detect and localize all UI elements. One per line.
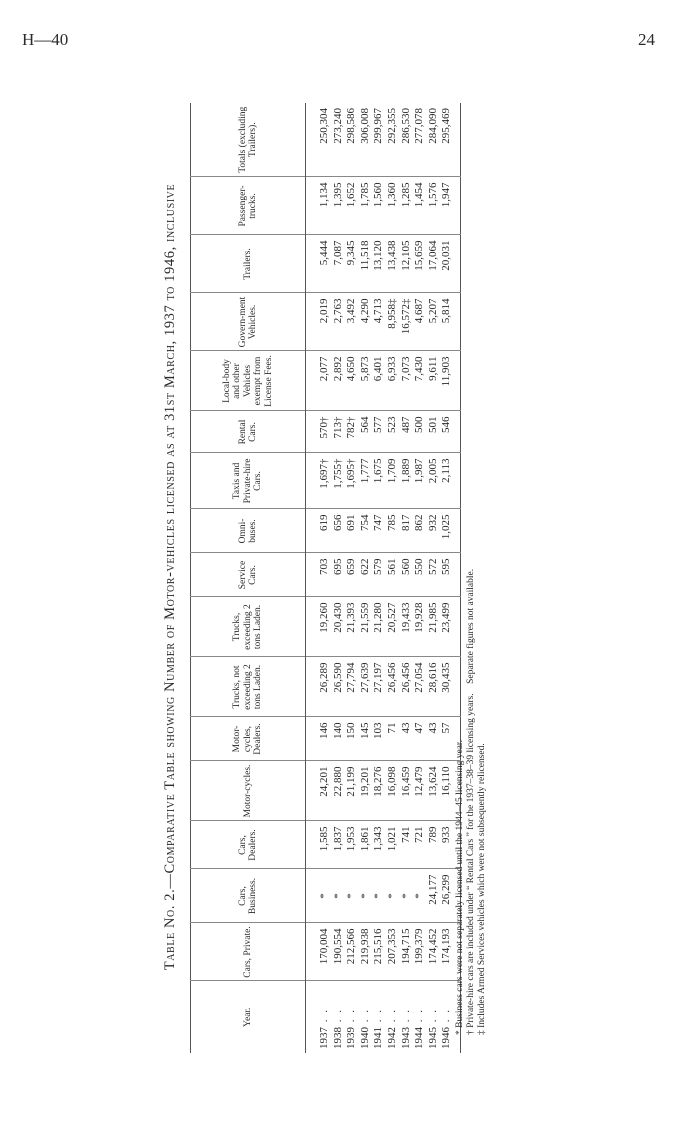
table-cell: 146 [306, 717, 332, 761]
year-cell [386, 981, 400, 1053]
table-cell: 1,987 [413, 453, 427, 509]
table-cell: 572 [427, 553, 441, 597]
table-cell: 26,590 [332, 657, 346, 717]
table-cell: 18,276 [372, 761, 386, 821]
table-cell: 785 [386, 509, 400, 553]
table-cell: * [413, 869, 427, 923]
table-cell: 932 [427, 509, 441, 553]
table-cell: 2,113 [440, 453, 460, 509]
table-cell: 21,280 [372, 597, 386, 657]
table-cell: 27,794 [345, 657, 359, 717]
table-cell: 22,880 [332, 761, 346, 821]
table-cell: 546 [440, 411, 460, 453]
table-cell: 1,889 [400, 453, 414, 509]
table-title-text: —Comparative Table showing Number of Motor-vehicles licensed as at 31st March, 1937 to 1946, inclusive [162, 183, 178, 889]
column-header: Rental Cars. [191, 411, 306, 453]
table-row [386, 103, 400, 1053]
table-cell: 21,985 [427, 597, 441, 657]
table-cell: 5,207 [427, 293, 441, 351]
table-cell: 691 [345, 509, 359, 553]
table-cell: 27,054 [413, 657, 427, 717]
table-cell: 7,430 [413, 351, 427, 411]
table-cell: 284,090 [427, 103, 441, 177]
table-cell: 19,201 [359, 761, 373, 821]
table-title [162, 97, 179, 1057]
table-cell: 150 [345, 717, 359, 761]
column-header: Trailers. [191, 235, 306, 293]
table-cell: 550 [413, 553, 427, 597]
year-cell [372, 981, 386, 1053]
table-cell: 21,559 [359, 597, 373, 657]
year-value: 1945 [426, 1027, 439, 1049]
table-cell: 71 [386, 717, 400, 761]
table-cell: 933 [440, 821, 460, 869]
table-cell: 1,560 [372, 177, 386, 235]
table-row [332, 103, 346, 1053]
year-value: 1940 [358, 1027, 371, 1049]
table-cell: 1,755† [332, 453, 346, 509]
column-header: Totals (excluding Trailers). [191, 103, 306, 177]
table-cell: 212,566 [345, 923, 359, 981]
table-cell: 43 [427, 717, 441, 761]
table-cell: 7,073 [400, 351, 414, 411]
column-header: Govern-ment Vehicles. [191, 293, 306, 351]
table-cell: 6,933 [386, 351, 400, 411]
table-cell: 1,343 [372, 821, 386, 869]
table-cell: 1,454 [413, 177, 427, 235]
table-row [306, 103, 332, 1053]
table-cell: 20,031 [440, 235, 460, 293]
table-cell: * [400, 869, 414, 923]
column-header: Service Cars. [191, 553, 306, 597]
table-cell: 1,576 [427, 177, 441, 235]
table-cell: 1,360 [386, 177, 400, 235]
page-code: H—40 [22, 30, 69, 49]
table-cell: 754 [359, 509, 373, 553]
table-cell: 306,008 [359, 103, 373, 177]
table-cell: 500 [413, 411, 427, 453]
table-cell: 741 [400, 821, 414, 869]
year-value: 1944 [413, 1027, 426, 1049]
table-cell: 487 [400, 411, 414, 453]
table-cell: 292,355 [386, 103, 400, 177]
table-cell: 13,120 [372, 235, 386, 293]
table-cell: 1,585 [306, 821, 332, 869]
table-cell: 656 [332, 509, 346, 553]
table-cell: 1,652 [345, 177, 359, 235]
year-value: 1946 [440, 1027, 453, 1049]
leader-dots: . . [426, 1008, 439, 1027]
table-cell: 286,530 [400, 103, 414, 177]
column-header: Cars, Dealers. [191, 821, 306, 869]
table-cell: 16,110 [440, 761, 460, 821]
column-header: Omni-buses. [191, 509, 306, 553]
table-cell: 8,958‡ [386, 293, 400, 351]
table-cell: 199,379 [413, 923, 427, 981]
leader-dots: . . [413, 1008, 426, 1027]
table-cell: 577 [372, 411, 386, 453]
footnotes [455, 135, 488, 1035]
year-value: 1943 [399, 1027, 412, 1049]
column-header: Motor-cycles, Dealers. [191, 717, 306, 761]
footnote: ‡ Includes Armed Services vehicles which were not subsequently relicensed. [477, 743, 487, 1035]
table-cell: 277,078 [413, 103, 427, 177]
table-cell: 12,105 [400, 235, 414, 293]
table-cell: 19,260 [306, 597, 332, 657]
table-cell: * [372, 869, 386, 923]
table-cell: 659 [345, 553, 359, 597]
table-cell: 19,433 [400, 597, 414, 657]
table-cell: * [332, 869, 346, 923]
table-cell: 24,201 [306, 761, 332, 821]
column-header: Trucks, not exceeding 2 tons Laden. [191, 657, 306, 717]
table-cell: 1,697† [306, 453, 332, 509]
table-cell: 26,456 [386, 657, 400, 717]
table-cell: 2,892 [332, 351, 346, 411]
year-value: 1942 [385, 1027, 398, 1049]
rotated-table-block [158, 75, 488, 1075]
year-cell [306, 981, 332, 1053]
table-cell: 2,077 [306, 351, 332, 411]
table-cell: 721 [413, 821, 427, 869]
header-row [191, 103, 306, 1053]
motor-vehicles-table [190, 103, 461, 1053]
table-row [345, 103, 359, 1053]
table-row [359, 103, 373, 1053]
table-cell: 5,814 [440, 293, 460, 351]
table-row [427, 103, 441, 1053]
table-cell: 560 [400, 553, 414, 597]
table-cell: 2,005 [427, 453, 441, 509]
table-cell: 1,861 [359, 821, 373, 869]
table-cell: 13,624 [427, 761, 441, 821]
table-cell: 26,299 [440, 869, 460, 923]
table-cell: 695 [332, 553, 346, 597]
table-cell: 27,639 [359, 657, 373, 717]
table-cell: 6,401 [372, 351, 386, 411]
table-cell: 194,715 [400, 923, 414, 981]
column-header: Trucks, exceeding 2 tons Laden. [191, 597, 306, 657]
table-cell: 5,873 [359, 351, 373, 411]
table-cell: 28,616 [427, 657, 441, 717]
table-cell: 862 [413, 509, 427, 553]
table-cell: 570† [306, 411, 332, 453]
table-cell: 27,197 [372, 657, 386, 717]
table-cell: 579 [372, 553, 386, 597]
year-cell [400, 981, 414, 1053]
table-cell: 23,499 [440, 597, 460, 657]
table-cell: 174,193 [440, 923, 460, 981]
table-cell: 2,763 [332, 293, 346, 351]
table-cell: * [386, 869, 400, 923]
table-cell: 713† [332, 411, 346, 453]
table-cell: 564 [359, 411, 373, 453]
column-header: Taxis and Private-hire Cars. [191, 453, 306, 509]
column-header: Passenger-trucks. [191, 177, 306, 235]
table-cell: 47 [413, 717, 427, 761]
table-cell: * [306, 869, 332, 923]
table-cell: 9,611 [427, 351, 441, 411]
table-cell: 219,938 [359, 923, 373, 981]
table-cell: 817 [400, 509, 414, 553]
table-cell: 1,709 [386, 453, 400, 509]
column-header: Motor-cycles. [191, 761, 306, 821]
table-cell: 43 [400, 717, 414, 761]
table-cell: 703 [306, 553, 332, 597]
table-cell: 7,087 [332, 235, 346, 293]
table-cell: 523 [386, 411, 400, 453]
leader-dots: . . [385, 1008, 398, 1027]
table-cell: 4,687 [413, 293, 427, 351]
table-row [400, 103, 414, 1053]
column-header: Cars, Private. [191, 923, 306, 981]
table-cell: 3,492 [345, 293, 359, 351]
table-cell: 4,290 [359, 293, 373, 351]
table-cell: 561 [386, 553, 400, 597]
table-cell: 26,456 [400, 657, 414, 717]
table-cell: 1,777 [359, 453, 373, 509]
table-cell: 21,199 [345, 761, 359, 821]
table-cell: 595 [440, 553, 460, 597]
table-cell: 174,452 [427, 923, 441, 981]
table-cell: 12,479 [413, 761, 427, 821]
table-cell: 145 [359, 717, 373, 761]
table-cell: 30,435 [440, 657, 460, 717]
table-cell: 1,837 [332, 821, 346, 869]
table-cell: * [345, 869, 359, 923]
table-cell: 215,516 [372, 923, 386, 981]
table-cell: 1,395 [332, 177, 346, 235]
table-row [413, 103, 427, 1053]
table-cell: 19,928 [413, 597, 427, 657]
leader-dots: . . [358, 1008, 371, 1027]
table-cell: 207,353 [386, 923, 400, 981]
table-cell: 5,444 [306, 235, 332, 293]
table-cell: 619 [306, 509, 332, 553]
footnote: † Private-hire cars are included under “ Rental Cars ” for the 1937–38–39 licensing years. Separate figures not available. [466, 568, 476, 1035]
column-header: Year. [191, 981, 306, 1053]
table-cell: 1,947 [440, 177, 460, 235]
year-cell [413, 981, 427, 1053]
table-title-prefix: Table No. 2. [162, 888, 178, 971]
leader-dots: . . [399, 1008, 412, 1027]
table-cell: 295,469 [440, 103, 460, 177]
table-cell: 299,967 [372, 103, 386, 177]
leader-dots: . . [331, 1008, 344, 1027]
table-cell: * [359, 869, 373, 923]
table-cell: 11,903 [440, 351, 460, 411]
table-row [372, 103, 386, 1053]
table-cell: 2,019 [306, 293, 332, 351]
table-cell: 1,021 [386, 821, 400, 869]
year-value: 1941 [372, 1027, 385, 1049]
table-cell: 789 [427, 821, 441, 869]
year-value: 1938 [331, 1027, 344, 1049]
table-cell: 16,459 [400, 761, 414, 821]
table-cell: 1,675 [372, 453, 386, 509]
table-cell: 1,953 [345, 821, 359, 869]
table-cell: 298,586 [345, 103, 359, 177]
year-cell [359, 981, 373, 1053]
table-body [306, 103, 461, 1053]
table-cell: 26,289 [306, 657, 332, 717]
table-cell: 782† [345, 411, 359, 453]
table-cell: 622 [359, 553, 373, 597]
column-header: Cars, Business. [191, 869, 306, 923]
table-cell: 4,650 [345, 351, 359, 411]
table-cell: 24,177 [427, 869, 441, 923]
table-cell: 21,393 [345, 597, 359, 657]
table-cell: 13,438 [386, 235, 400, 293]
table-cell: 1,134 [306, 177, 332, 235]
year-value: 1939 [345, 1027, 358, 1049]
year-cell [345, 981, 359, 1053]
leader-dots: . . [345, 1008, 358, 1027]
footnote: * Business cars were not separately licensed until the 1944–45 licensing year. [455, 740, 465, 1035]
table-cell: 103 [372, 717, 386, 761]
table-cell: 11,518 [359, 235, 373, 293]
table-cell: 20,527 [386, 597, 400, 657]
table-cell: 501 [427, 411, 441, 453]
table-cell: 273,240 [332, 103, 346, 177]
table-cell: 1,785 [359, 177, 373, 235]
table-cell: 250,304 [306, 103, 332, 177]
table-cell: 57 [440, 717, 460, 761]
table-cell: 1,025 [440, 509, 460, 553]
page-number: 24 [638, 30, 655, 49]
table-cell: 16,572‡ [400, 293, 414, 351]
table-cell: 16,098 [386, 761, 400, 821]
table-cell: 190,554 [332, 923, 346, 981]
table-cell: 4,713 [372, 293, 386, 351]
column-header: Local-body and other Vehicles exempt from License Fees. [191, 351, 306, 411]
leader-dots: . . [440, 1008, 453, 1027]
table-cell: 140 [332, 717, 346, 761]
table-cell: 17,064 [427, 235, 441, 293]
year-cell [332, 981, 346, 1053]
table-cell: 9,345 [345, 235, 359, 293]
table-cell: 15,659 [413, 235, 427, 293]
table-cell: 1,285 [400, 177, 414, 235]
year-cell [427, 981, 441, 1053]
table-cell: 1,695† [345, 453, 359, 509]
table-cell: 747 [372, 509, 386, 553]
year-value: 1937 [318, 1027, 330, 1049]
leader-dots: . . [372, 1008, 385, 1027]
table-cell: 170,004 [306, 923, 332, 981]
table-cell: 20,430 [332, 597, 346, 657]
leader-dots: . . [318, 1008, 330, 1027]
